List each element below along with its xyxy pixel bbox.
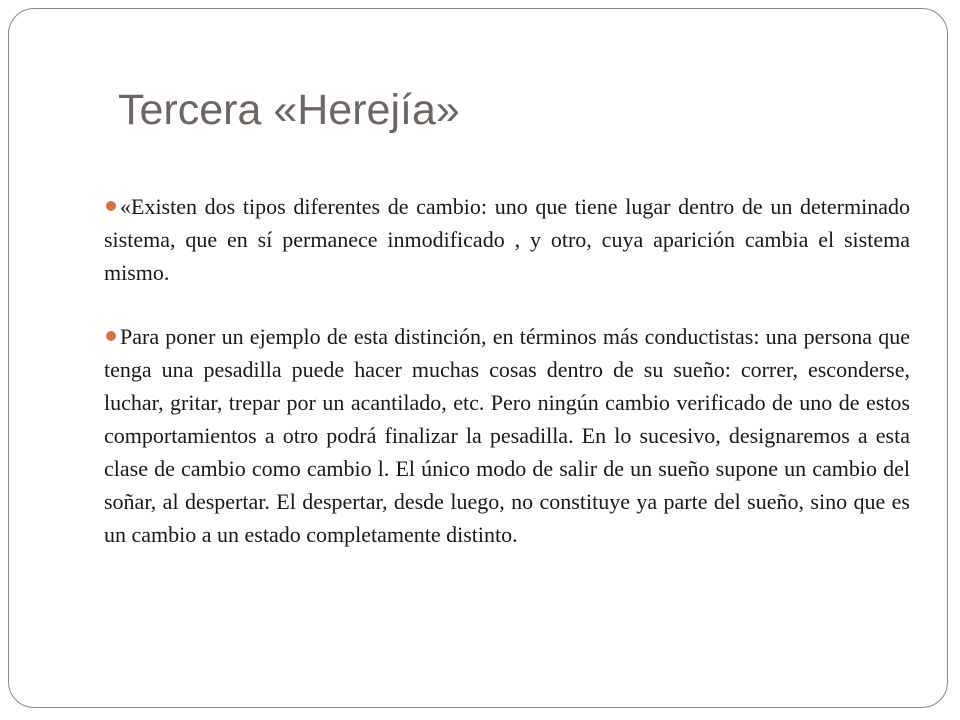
bullet-text-2: Para poner un ejemplo de esta distinción, en términos más conductistas: una persona que tenga una pesadilla puede hacer muchas cosas dentro de su sueño: correr, esconderse, luchar, gritar, trepar por un acantilado, etc. Pero ningún cambio verificado de uno de estos comportamientos a otro podrá finalizar la pesadilla. En lo sucesivo, designaremos a esta clase de cambio como cambio l. El único modo de salir de un sueño supone un cambio del soñar, al despertar. El despertar, desde luego, no constituye ya parte del sueño, sino que es un cambio a un estado completamente distinto.: [104, 324, 910, 547]
bullet-dot-icon: [106, 201, 116, 211]
bullet-item-2: [104, 320, 910, 551]
slide-body: [104, 190, 910, 551]
bullet-dot-icon: [106, 331, 116, 341]
bullet-text-1: «Existen dos tipos diferentes de cambio: uno que tiene lugar dentro de un determinado sistema, que en sí permanece inmodificado , y otro, cuya aparición cambia el sistema mismo.: [104, 194, 910, 285]
bullet-item-1: [104, 190, 910, 289]
slide-title: Tercera «Herejía»: [118, 86, 460, 134]
